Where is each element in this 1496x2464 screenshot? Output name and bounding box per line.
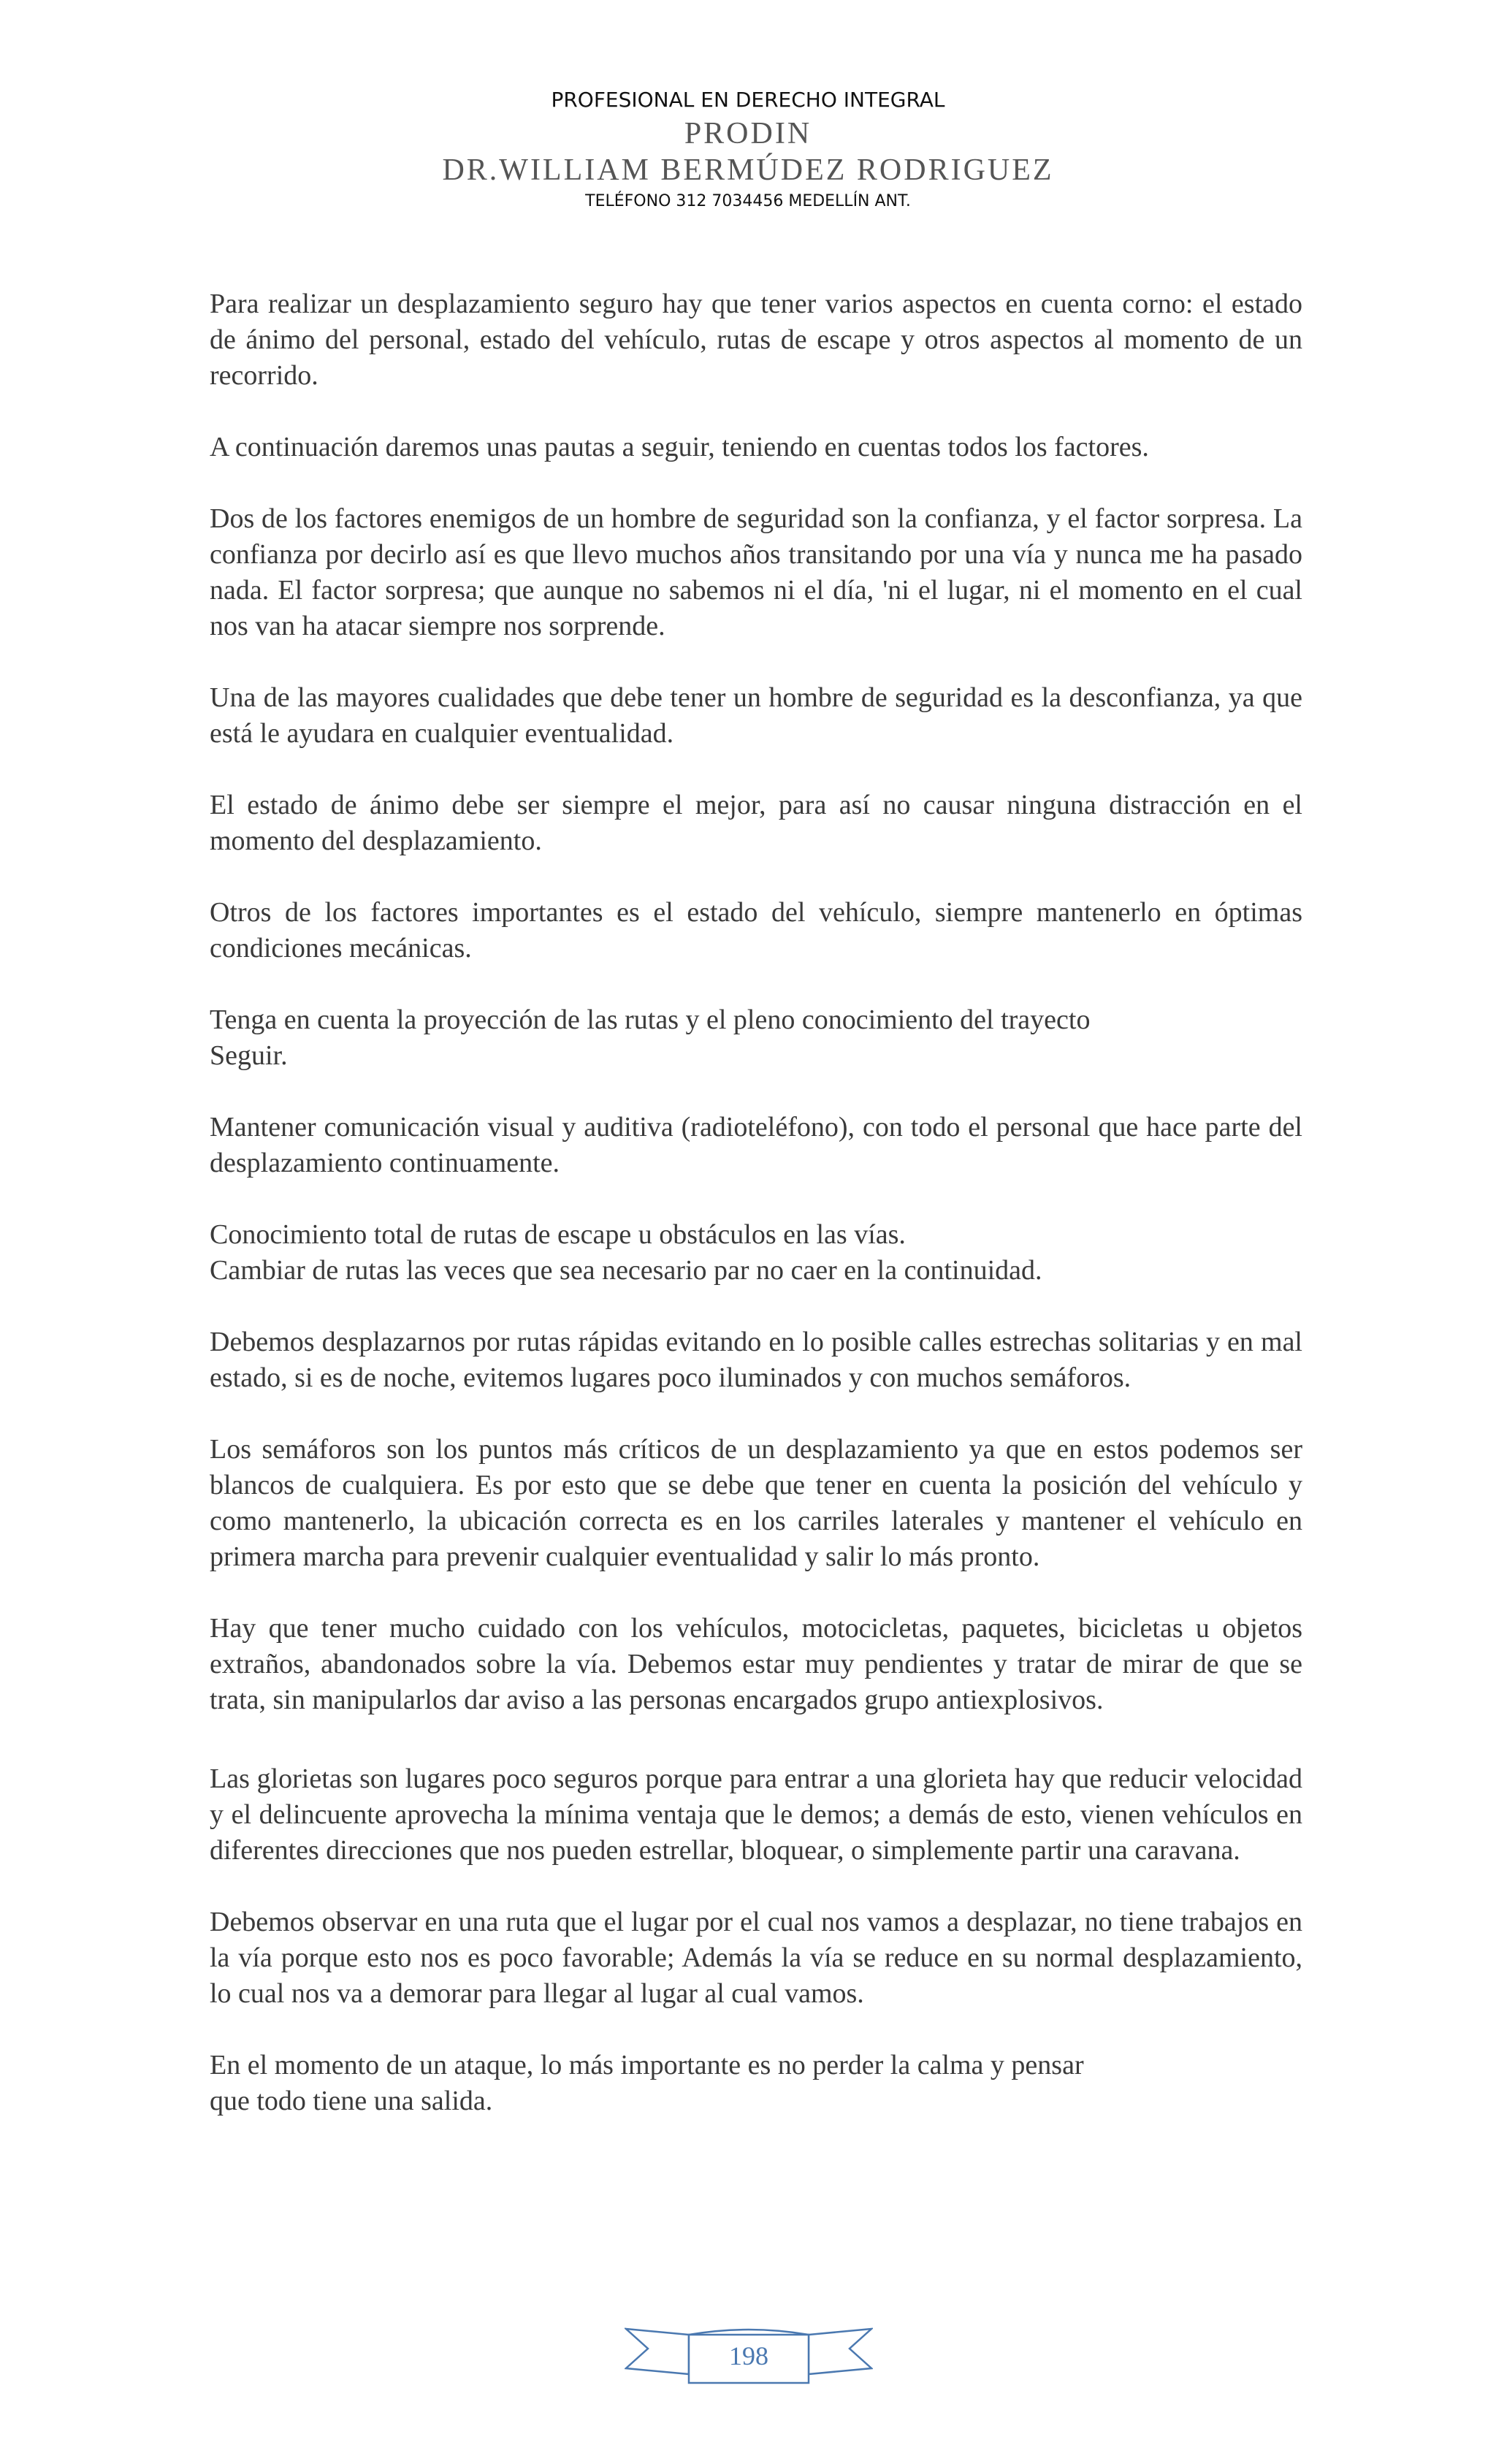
paragraph <box>210 2048 1302 2119</box>
document-body <box>210 286 1302 2155</box>
paragraph: Las glorietas son lugares poco seguros porque para entrar a una glorieta hay que reducir velocidad y el delincuente aprovecha la mínima ventaja que le demos; a demás de esto, vienen vehículos en diferentes direcciones que nos pueden estrellar, bloquear, o simplemente partir una caravana. <box>210 1763 1302 1866</box>
paragraph: Mantener comunicación visual y auditiva (radioteléfono), con todo el personal que hace parte del desplazamiento continuamente. <box>210 1112 1302 1178</box>
page-header <box>0 85 1496 215</box>
paragraph-line: Tenga en cuenta la proyección de las rutas y el pleno conocimiento del trayecto <box>210 1004 1091 1035</box>
paragraph: Los semáforos son los puntos más críticos de un desplazamiento ya que en estos podemos ser blancos de cualquiera. Es por esto que se debe que tener en cuenta la posición del vehículo y como mantenerlo, la ubicación correcta es en los carriles laterales y mantener el vehículo en primera marcha para prevenir cualquier eventualidad y salir lo más pronto. <box>210 1434 1302 1572</box>
header-acronym: PRODIN <box>684 117 812 150</box>
paragraph: Dos de los factores enemigos de un hombre de seguridad son la confianza, y el factor sorpresa. La confianza por decirlo así es que llevo muchos años transitando por una vía y nunca me ha pasado nada. El factor sorpresa; que aunque no sabemos ni el día, 'ni el lugar, ni el momento en el cual nos van ha atacar siempre nos sorprende. <box>210 503 1302 641</box>
paragraph: Debemos observar en una ruta que el lugar por el cual nos vamos a desplazar, no tiene trabajos en la vía porque esto nos es poco favorable; Además la vía se reduce en su normal desplazamiento, lo cual nos va a demorar para llegar al lugar al cual vamos. <box>210 1907 1302 2009</box>
paragraph-line: que todo tiene una salida. <box>210 2086 493 2116</box>
paragraph: A continuación daremos unas pautas a seguir, teniendo en cuentas todos los factores. <box>210 432 1149 462</box>
paragraph: Una de las mayores cualidades que debe tener un hombre de seguridad es la desconfianza, ya que está le ayudara en cualquier eventualidad. <box>210 682 1302 749</box>
header-program-title: PROFESIONAL EN DERECHO INTEGRAL <box>551 88 945 112</box>
paragraph: Otros de los factores importantes es el estado del vehículo, siempre mantenerlo en óptimas condiciones mecánicas. <box>210 897 1302 964</box>
paragraph-line: Seguir. <box>210 1040 288 1071</box>
page-number-ribbon <box>625 2322 873 2387</box>
header-contact: TELÉFONO 312 7034456 MEDELLÍN ANT. <box>585 192 911 210</box>
paragraph <box>210 1217 1302 1289</box>
paragraph-line: Conocimiento total de rutas de escape u obstáculos en las vías. <box>210 1219 906 1250</box>
paragraph-line: En el momento de un ataque, lo más importante es no perder la calma y pensar <box>210 2050 1084 2080</box>
paragraph: Debemos desplazarnos por rutas rápidas evitando en lo posible calles estrechas solitarias y en mal estado, si es de noche, evitemos lugares poco iluminados y con muchos semáforos. <box>210 1327 1302 1393</box>
paragraph: Hay que tener mucho cuidado con los vehículos, motocicletas, paquetes, bicicletas u objetos extraños, abandonados sobre la vía. Debemos estar muy pendientes y tratar de mirar de que se trata, sin manipularlos dar aviso a las personas encargados grupo antiexplosivos. <box>210 1613 1302 1715</box>
paragraph: Para realizar un desplazamiento seguro hay que tener varios aspectos en cuenta corno: el estado de ánimo del personal, estado del vehículo, rutas de escape y otros aspectos al momento de un recorrido. <box>210 289 1302 391</box>
paragraph: El estado de ánimo debe ser siempre el mejor, para así no causar ninguna distracción en el momento del desplazamiento. <box>210 790 1302 856</box>
header-author-name: DR.WILLIAM BERMÚDEZ RODRIGUEZ <box>442 153 1054 187</box>
paragraph <box>210 1002 1302 1074</box>
page-number: 198 <box>729 2341 768 2370</box>
paragraph-line: Cambiar de rutas las veces que sea necesario par no caer en la continuidad. <box>210 1255 1042 1286</box>
